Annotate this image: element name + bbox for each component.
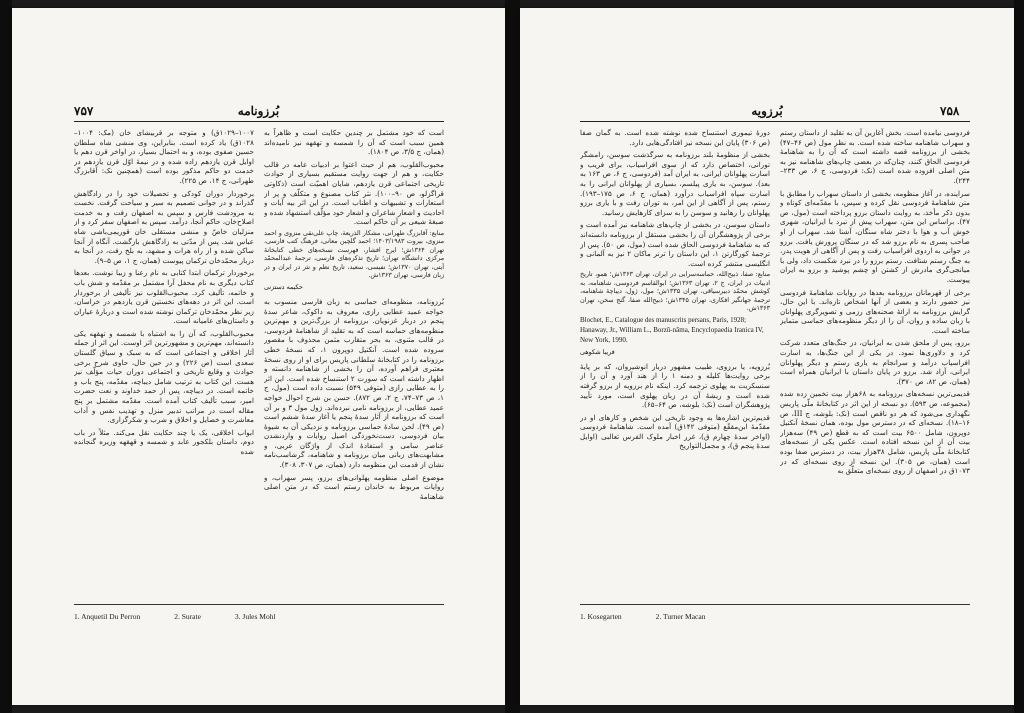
author-signature: فریبا شکوهی bbox=[580, 349, 615, 357]
scan-edge-right bbox=[1014, 0, 1024, 713]
latin-references: Blochet, E., Catalogue des manuscrits persans, Paris, 1928; Hanaway, Jr., William L., Borzū-nāma, Encyclopaedia Iranica IV, New York, 1990. bbox=[580, 316, 764, 344]
footnotes bbox=[580, 612, 970, 624]
paragraph: قدیمی‌ترین نسخه‌های برزونامه به ۶۸هزار بیت تخمین زده شده (مجموعه، ص ۵۹۳). دو نسخه از این اثر در کتابخانهٔ ملّی پاریس نگهداری می‌شود که هر دو ناقص است (نک: بلوشه، ج III، ص ۱۶–۱۸). نسخه‌ای که در دسترس مول بوده، همان نسخهٔ آنکتیل دوپرون، شامل ۶۵۰۰ بیت است که به قطع (ص ۴۹) سه‌هزار بیت آن از این نسخه افتاده است. عکس یکی از نسخه‌های کتابخانهٔ ملّی پاریس، شامل ۳۸هزار بیت، در دسترس صفا بوده است (همان، ص ۳۰۵). این نسخه از روی نسخه‌ای که در ۱۰۷۳ق در اصفهان از روی نسخه‌ای متعلّق به bbox=[780, 389, 970, 476]
paragraph: برخوردار دوران کودکی و تحصیلات خود را در زادگاهش گذراند و در جوانی تصمیم به سیر و سیاحت گرفت. نخست به مرودشت فارس و سپس به اصفهان رفت و به خدمت اصلاح‌خان، حاکم آنجا، درآمد. سپس به اصفهان سفر کرد و از منزلیان خاصّ و منشی مستقلی خان قوریمی‌باشی شاه عباس شد. پس از مدّتی به زادگاهش بازگشت. آنگاه از آنجا ساکن شده و از راه هرات و مشهد، به بلخ رفت، در آنجا به دربار محمّدخان ترکمان پیوست (همان، ج ۱، ص ۵–۹). bbox=[74, 188, 254, 265]
footnote-rule bbox=[74, 604, 444, 605]
footnotes bbox=[74, 612, 444, 624]
paragraph: سراینده، در آغاز منظومه، بخشی از داستان سهراب را مطابق با متن شاهنامهٔ فردوسی نقل کرده و سپس، با مقدّمه‌ای کوتاه و بدون ذکر مأخذ، به روایت داستان برزو پرداخته است (مول، ص ۴۷). براساس این متن، سهراب پیش از نبرد با ایرانیان، شهری خوش آب و هوا با دختر شاه سنگان، آشنا شد. سهراب از او صاحب پسری به نام برزو شد که در سنگان پرورش یافت. برزو در جوانی به اردوی افراسیاب رفت و پس از آگاهی از هویت پدر، به جنگ رستم شتافت. رستم برزو را در نبرد شکست داد، ولی با میانجی‌گری مادرش از کشتن او چشم پوشید و برزو به ایران پیوست. bbox=[780, 188, 970, 284]
paragraph: محبوب‌القلوب، هم از حیث اعتوا بر ادبیات عامه در قالب حکایت، و هم از جهت روایت مستقیم بسیاری از حوادث تاریخی اجتماعی قرن یازدهم، شایان اهمیّت است (ذکاوتی قراگزلو، ص ۹۰–۱۰۰). نثر کتاب مصنوع و متکلّف و پر از استعارات و تشبیهات و اطناب است. در این اثر بیه آیات و احادیث و اشعار شاعران و اشعار خود مؤلّف استشهاد شده و صبغهٔ شیعی بر آن حاکم است. bbox=[264, 159, 444, 227]
footnote: 3. Jules Mohl bbox=[234, 612, 276, 621]
header-rule bbox=[580, 121, 970, 122]
sources-paragraph: منابع: صفا، ذبیح‌الله، حماسه‌سرایی در ایران، تهران ۱۳۶۳ش؛ همو، تاریخ ادبیات در ایران، ج ۲، تهران ۱۳۶۳ش؛ ابوالقاسم فردوسی، شاهنامه، به کوشش محمّد دبیرسیاقی، تهران ۱۳۳۵ش؛ مول، ژول، دیباچهٔ شاهنامه، ترجمهٔ جهانگیر افکاری، تهران ۱۳۴۵ش؛ ذبیح‌الله صفا، گنج سخن، تهران ۱۳۶۳ش. bbox=[580, 271, 770, 312]
footnote-rule bbox=[580, 604, 970, 605]
entry-paragraph: بُرزونامه، منظومه‌ای حماسی به زبان فارسی منسوب به خواجه عمید عطایی رازی، معروف به داکوک، شاعر سدهٔ پنجم در دربار غزنویان. برزونامه از بزرگ‌ترین و مهم‌ترین منظومه‌های حماسه است که به تقلید از شاهنامهٔ فردوسی، در قالب مثنوی، به بحر متقارب مثمن محذوف با مقصور سروده شده است. آنکتیل دوپرون ۱، که نسخهٔ خطی برزونامه را در کتابخانهٔ سلطانی پاریس برای او از روی نسخهٔ معتبری فراهم آورده، آن را بخشی از شاهنامه دانسته و اظهار داشته است که سورت ۲ استنساخ شده است. این اثر را به عطایی رازی (متوفی ۵۴۹) نسبت داده است (مول، ج ۱، ص ۷۳–۷۴، ج ۲، ص ۸۷۲). حسن بن شرح احوال خواجه عمید عطایی، از برزونامه نامی نبرده‌اند. ژول مول ۳ و بر آن است که برزونامه از آثار سدهٔ پنجم یا آغاز سدهٔ ششم است (ص ۴۹). لحن سادهٔ حماسی برزونامه و نزدیکی آن به شیوهٔ بیان فردوسی، دست‌نخوردگی اصیل روایات و واردنشدن عناصر سامی و استفادهٔ اندک از واژگان عربی، و مشابهت‌های زبانی میان برزونامه و شاهنامه، گرشاسب‌نامه نشان از قدمت این منظومه دارد (همان، ص ۳۰۷، ۳۰۸). bbox=[264, 296, 444, 470]
paragraph: فردوسی نیامده است. بخش آغازین آن به تقلید از داستان رستم و سهراب شاهنامه ساخته شده است. به نظر مول (ص ۴۶–۴۷) بخشی از برزونامه قصه داشته است که آن را به شاهنامهٔ فردوسی الحاق کنند، چنان‌که در بعضی چاپ‌های شاهنامه نیز به متن اصلی افزوده شده است (نک: فردوسی، ج ۶، ص ۲۳۳–۲۴۴). bbox=[780, 128, 970, 185]
running-head: بُرزویه bbox=[751, 104, 783, 118]
paragraph: محبوب‌القلوب، که آن را به اشتباه با شمسه و تهقهه یکی دانسته‌اند، مهم‌ترین و مشهورترین اثر اوست. این اثر از جمله آثار اخلاقی و اجتماعی است که به سبک و سیاق گلستان سعدی است (ص ۲۲۶) و در حین حال، حاوی شرح برخی حوادث و وقایع تاریخی و اجتماعی دوران حیات مؤلّف نیز هست. این کتاب به ترتیب شامل دیباچه، مقدّمه، پنج باب و خاتمه است. در دیباچه، پس از حمد خداوند و نعت حضرت امیر، سبب تألیف کتاب آمده است. مقدّمه مشتمل بر پنج مقاله است در مراتب تدبیر منزل و تهذیب نفس و آداب معاشرت و خصایل و اخلاق و شرب و شکرگزاری. bbox=[74, 328, 254, 425]
footnote: 2. Surate bbox=[174, 612, 201, 621]
sources-paragraph: منابع: آقابزرگ طهرانی، مشکار الذریعة، چاپ علی‌نقی منزوی و احمد منزوی، بیروت ۱۴۰۳/۱۹۸۳؛ احمد گلچین معانی، فرهنگ کتب فارسی، تهران ۱۳۶۴ش؛ ایرج افشار، فهرست نسخه‌های خطی کتابخانهٔ مرکزی دانشگاه تهران؛ تاریخ تذکره‌های فارسی، ترجمهٔ عبدالمحمّد آیتی، تهران ۱۳۷۰ش؛ نفیسی، سعید، تاریخ نظم و نثر در ایران و در زبان فارسی، تهران ۱۳۶۳ش. bbox=[264, 229, 444, 279]
page-number: ۷۵۸ bbox=[940, 104, 960, 118]
paragraph: بخشی از منظومهٔ بلند برزونامه به سرگذشت سوسن، رامشگر تورانی، اختصاص دارد که از سوی افراسیاب، برای فریب و اسارت پهلوانان ایرانی، به ایران آمد (فردوسی، ج ۶، ص ۱۶۳ به بعد). سوسن، به یاری پیلسم، بسیاری از پهلوانان ایرانی را به اسارت سپاه افراسیاب درآورد (همان، ج ۶، ص ۱۷۵–۱۹۳). رستم، پس از آگاهی از این امر، به توران رفت و با یاری برزو پهلوانان را رهانید و سوسن را به سزای کارهایش رسانید. bbox=[580, 150, 770, 217]
entry-paragraph: بُرزویه، یا برزوی، طبیب مشهور دربار انوشیروان، که بر پایهٔ برخی روایت‌ها کلیله و دمنه ۱ را از هند آورد و آن را از سنسکریت به پهلوی ترجمه کرد. اینکه نام برزویه از برزو گرفته شده است و ریشهٔ آن در زبان پهلوی است، مورد تأیید پژوهشگران است (نک: بلوشه، ص ۶۴–۶۵). bbox=[580, 361, 770, 410]
scan-edge-left bbox=[0, 0, 12, 713]
paragraph: ۱۰۰۷–۱۰۲۹ق) و متوجه بر قربیشای خان (مک: ۱۰۰۴–۱۰۲۸ق) یاد کرده است. بنابراین، وی منشی شاه سلطان حسین صفوی بوده، و به احتمال بسیار، در اواخر قرن دهم یا اوایل قرن یازدهم زاده شده و در نیمهٔ اوّل قرن یازدهم در خدمت دو حاکم مذکور بوده است (همچنین نک: آقابزرگ طهرانی، ج ۱۴، ص ۲۲۵). bbox=[74, 128, 254, 185]
running-head: بُرزونامه bbox=[237, 104, 280, 118]
text-column-left bbox=[74, 128, 254, 598]
paragraph: دورهٔ تیموری استنساخ شده نوشته شده است. به گمان صفا (ص ۳۰۶) پایان این نسخه نیز افتادگی‌هایی دارد. bbox=[580, 128, 770, 147]
footnote: 1. Anquetil Du Perron bbox=[74, 612, 141, 621]
text-column-right bbox=[264, 128, 444, 598]
paragraph: برخی از قهرمانان برزونامه بعدها در روایات شاهنامهٔ فردوسی نیز حضور دارند و بعضی از آنها اشخاص تازه‌اند. با این حال، گرایش برزونامه به ارائهٔ صحنه‌های رزمی و تصویرگری پهلوانان با زبان ساده و روان، آن را از دیگر منظومه‌های حماسی متمایز ساخته است. bbox=[780, 287, 970, 335]
text-column-right bbox=[780, 128, 970, 598]
footnote: 1. Kosegarten bbox=[580, 612, 622, 621]
paragraph: ابواب اخلاقی، یک یا چند حکایت نقل می‌کند. مثلاً در باب دوم، داستان بلکجور عابد و شمسه و قهقهه وزیره گنجانده شده bbox=[74, 427, 254, 456]
right-page bbox=[520, 8, 1014, 705]
paragraph: است که خود مشتمل بر چندین حکایت است و ظاهراً به همین سبب است که آن را شمسه و تهقهه نیز نامیده‌اند (همان، ج ۳/۵، ص ۱۸۰۴). bbox=[264, 128, 444, 157]
paragraph: موضوع اصلی منظومه پهلوانی‌های برزو، پسر سهراب، و روایات مربوط به خاندان رستم است که در متن اصلی شاهنامهٔ bbox=[264, 472, 444, 501]
page-number: ۷۵۷ bbox=[74, 104, 94, 118]
paragraph: برخوردار ترکمان ابتدا کتابی به نام رعنا و زیبا نوشت. بعدها کتاب دیگری به نام محفل آرا مشتمل بر مقدّمه و شش باب و خاتمه، تألیف کرد. محبوب‌القلوب نیز تألیفی از برخوردار است. این اثر در دهه‌های نخستین قرن یازدهم در خراسان، زیر نظر محمّدخان ترکمان نوشته شده است و دربارهٔ عیاران و داستان‌های عامیانه است. bbox=[74, 268, 254, 326]
header-rule bbox=[74, 121, 444, 122]
paragraph: قدیم‌ترین اشاره‌ها به وجود تاریخی این شخص و کارهای او در مقدّمهٔ ابن‌مقفّع (متوفی ۱۴۲ق) آمده است. شاهنامهٔ فردوسی (اواخر سدهٔ چهارم ق)، غرر اخبار ملوک الفرس ثعالبی (اوایل سدهٔ پنجم ق)، و مجمل‌التواریخ bbox=[580, 412, 770, 451]
author-signature: حکیمه دستزنی bbox=[264, 284, 303, 292]
scan-gutter bbox=[505, 0, 520, 713]
text-column-left bbox=[580, 128, 770, 598]
paragraph: داستان سوسن، در بخشی از چاپ‌های شاهنامه نیز آمده است و برخی از پژوهشگران آن را بخشی مستقل از برزونامه دانسته‌اند که به شاهنامهٔ فردوسی الحاق شده است (مول، ص ۵۰). پس از ترجمهٔ کورگارتن ۱، این داستان را ترنر ماکان ۲ نیز به آلمانی و انگلیسی منتشر کرده است. bbox=[580, 220, 770, 268]
footnote: 2. Turner Macan bbox=[655, 612, 706, 621]
left-page bbox=[12, 8, 505, 705]
paragraph: برزو، پس از ملحق شدن به ایرانیان، در جنگ‌های متعدد شرکت کرد و دلاوری‌ها نمود. در یکی از این جنگ‌ها، به اسارت افراسیاب درآمد و سرانجام به یاری رستم و دیگر پهلوانان ایرانی، آزاد شد. برزو در پایان داستان با ایرانیان همراه است (همان، ص ۸۲، ص ۳۷۰). bbox=[780, 338, 970, 386]
